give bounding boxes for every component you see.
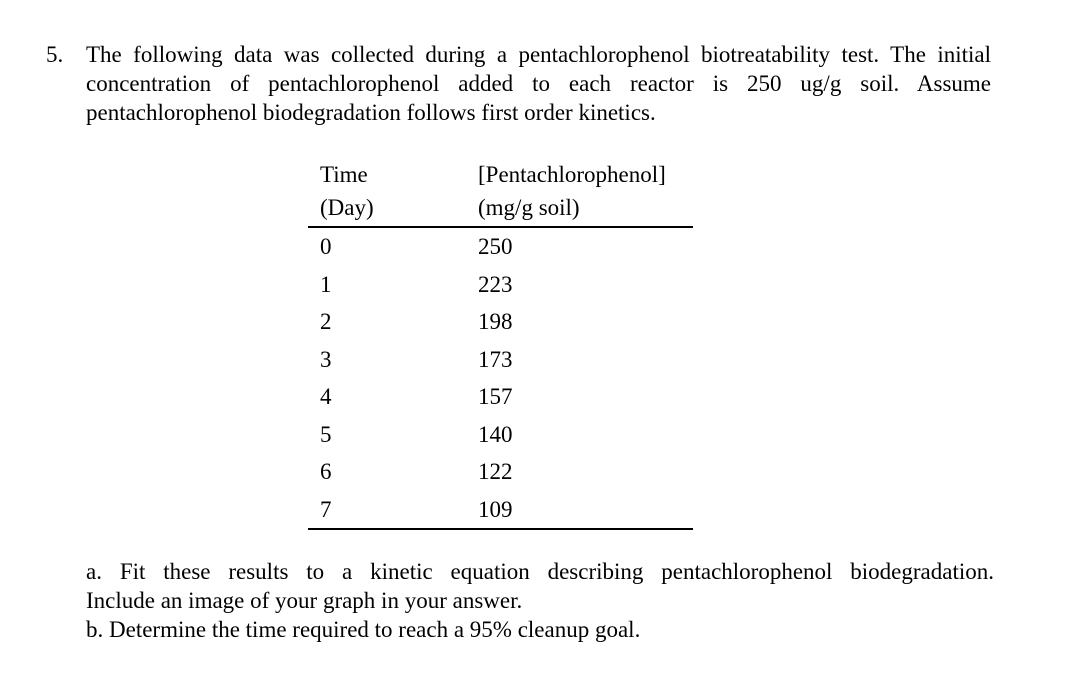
data-table <box>308 158 693 530</box>
time-cell: 7 <box>320 496 332 522</box>
concentration-cell: 157 <box>478 384 513 409</box>
table-row <box>308 266 693 304</box>
question-a-line-2: Include an image of your graph in your answer. <box>86 588 523 613</box>
concentration-cell: 223 <box>478 271 513 297</box>
problem-text <box>86 40 991 127</box>
time-cell: 5 <box>320 421 332 447</box>
concentration-cell: 173 <box>478 346 513 372</box>
table-row <box>308 341 693 379</box>
time-header-label: Time <box>320 162 368 187</box>
table-header <box>308 158 693 228</box>
table-row <box>308 453 693 491</box>
table-row <box>308 491 693 529</box>
time-cell: 6 <box>320 459 332 484</box>
problem-line-2: concentration of pentachlorophenol added to each reactor is 250 ug/g soil. Assume <box>86 71 991 96</box>
concentration-cell: 140 <box>478 421 513 447</box>
problem-number: 5. <box>46 42 64 67</box>
time-cell: 2 <box>320 309 332 334</box>
concentration-header-label: [Pentachlorophenol] <box>478 162 666 187</box>
concentration-cell: 250 <box>478 234 513 259</box>
concentration-column-header <box>478 158 666 224</box>
time-column-header <box>320 158 374 224</box>
problem-line-1: The following data was collected during a pentachlorophenol biotreatability test. The initial <box>86 42 991 67</box>
table-row <box>308 228 693 266</box>
time-cell: 3 <box>320 346 332 372</box>
concentration-cell: 109 <box>478 496 513 522</box>
concentration-cell: 198 <box>478 309 513 334</box>
time-cell: 0 <box>320 234 332 259</box>
time-header-unit: (Day) <box>320 195 374 220</box>
table-bottom-rule <box>308 528 693 530</box>
table-row <box>308 416 693 454</box>
concentration-header-unit: (mg/g soil) <box>478 195 580 220</box>
concentration-cell: 122 <box>478 459 513 484</box>
problem-line-3: pentachlorophenol biodegradation follows first order kinetics. <box>86 100 656 125</box>
question-b: b. Determine the time required to reach a 95% cleanup goal. <box>86 617 641 642</box>
question-a-line-1: a. Fit these results to a kinetic equation describing pentachlorophenol biodegradation. <box>86 559 994 584</box>
table-body <box>308 228 693 528</box>
table-row <box>308 378 693 416</box>
time-cell: 1 <box>320 271 332 297</box>
questions <box>86 557 994 644</box>
time-cell: 4 <box>320 384 332 409</box>
table-row <box>308 303 693 341</box>
